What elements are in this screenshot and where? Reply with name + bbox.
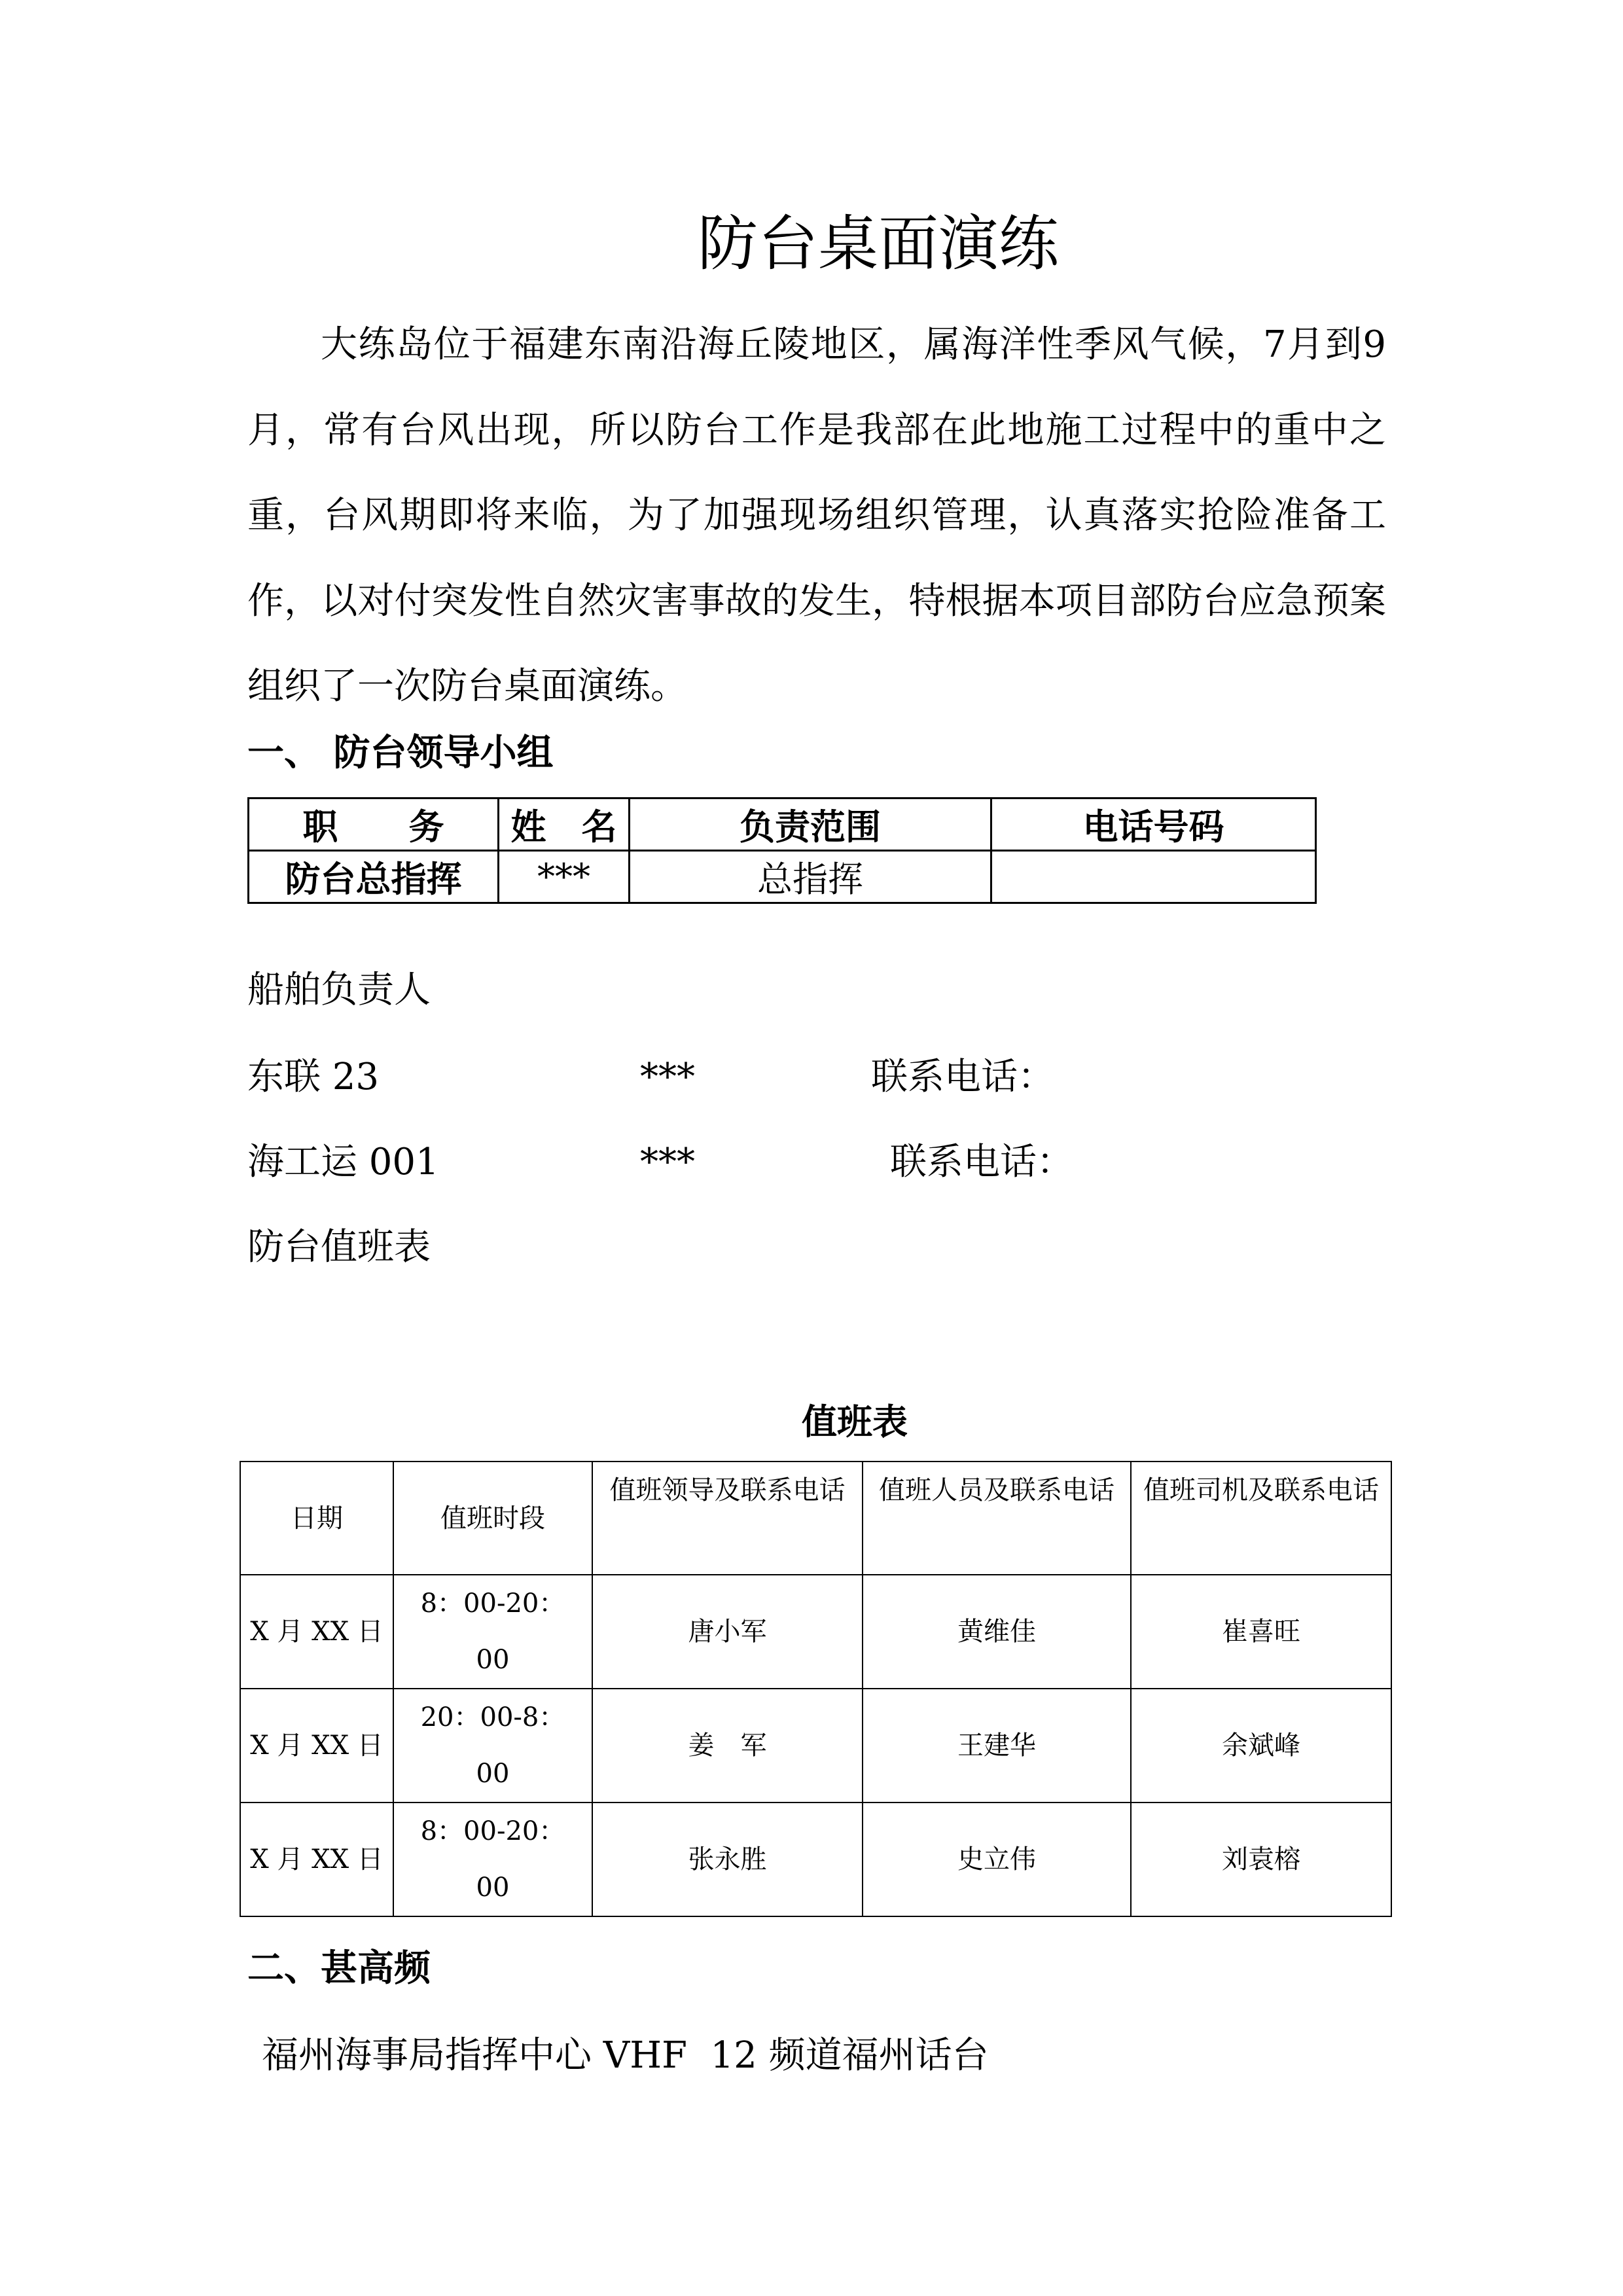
leader-cell: 张永胜 bbox=[592, 1803, 863, 1916]
duty-table-caption: 值班表 bbox=[802, 1401, 908, 1443]
date-cell: X 月 XX 日 bbox=[240, 1575, 393, 1689]
cell bbox=[991, 851, 1316, 903]
ship-label: 船舶负责人 bbox=[247, 969, 431, 1011]
ship-person: *** bbox=[640, 1056, 695, 1098]
table-header-row bbox=[249, 798, 1316, 851]
header-cell: 职 务 bbox=[249, 798, 499, 851]
cell: 防台总指挥 bbox=[249, 851, 499, 903]
driver-cell: 余斌峰 bbox=[1131, 1689, 1391, 1803]
vhf-info: 福州海事局指挥中心 VHF 12 频道福州话台 bbox=[262, 2034, 989, 2077]
header-cell: 值班司机及联系电话 bbox=[1131, 1462, 1391, 1575]
document-title: 防台桌面演练 bbox=[697, 209, 1059, 279]
duty-label: 防台值班表 bbox=[247, 1226, 431, 1268]
ship-contact: 联系电话： bbox=[890, 1141, 1073, 1183]
header-cell: 值班领导及联系电话 bbox=[592, 1462, 863, 1575]
staff-cell: 黄维佳 bbox=[863, 1575, 1131, 1689]
ship-name: 东联 23 bbox=[247, 1056, 380, 1098]
ship-name: 海工运 001 bbox=[247, 1141, 439, 1183]
time-cell: 8：00-20：00 bbox=[393, 1803, 592, 1916]
table-row bbox=[240, 1575, 1391, 1689]
driver-cell: 刘袁榕 bbox=[1131, 1803, 1391, 1916]
table-header-row bbox=[240, 1462, 1391, 1575]
driver-cell: 崔喜旺 bbox=[1131, 1575, 1391, 1689]
table-row bbox=[240, 1689, 1391, 1803]
header-cell: 值班人员及联系电话 bbox=[863, 1462, 1131, 1575]
date-cell: X 月 XX 日 bbox=[240, 1803, 393, 1916]
time-cell: 20：00-8：00 bbox=[393, 1689, 592, 1803]
table-row bbox=[249, 851, 1316, 903]
leader-cell: 唐小军 bbox=[592, 1575, 863, 1689]
staff-cell: 史立伟 bbox=[863, 1803, 1131, 1916]
header-cell: 电话号码 bbox=[991, 798, 1316, 851]
date-cell: X 月 XX 日 bbox=[240, 1689, 393, 1803]
header-cell: 值班时段 bbox=[393, 1462, 592, 1575]
duty-table bbox=[240, 1461, 1392, 1917]
cell: *** bbox=[499, 851, 630, 903]
staff-cell: 王建华 bbox=[863, 1689, 1131, 1803]
header-cell: 日期 bbox=[240, 1462, 393, 1575]
section2-heading: 二、甚高频 bbox=[247, 1947, 431, 1990]
time-cell: 8：00-20：00 bbox=[393, 1575, 592, 1689]
leader-cell: 姜 军 bbox=[592, 1689, 863, 1803]
section1-heading: 一、 防台领导小组 bbox=[247, 732, 554, 774]
leadership-table bbox=[247, 797, 1317, 904]
header-cell: 姓 名 bbox=[499, 798, 630, 851]
intro-paragraph: 大练岛位于福建东南沿海丘陵地区，属海洋性季风气候，7月到9月，常有台风出现，所以防台工作是我部在此地施工过程中的重中之重，台风期即将来临，为了加强现场组织管理，认真落实抢险准备工作，以对付突发性自然灾害事故的发生，特根据本项目部防台应急预案组织了一次防台桌面演练。 bbox=[247, 323, 1386, 708]
cell: 总指挥 bbox=[630, 851, 991, 903]
header-cell: 负责范围 bbox=[630, 798, 991, 851]
table-row bbox=[240, 1803, 1391, 1916]
ship-contact: 联系电话： bbox=[871, 1056, 1054, 1098]
ship-person: *** bbox=[640, 1141, 695, 1183]
